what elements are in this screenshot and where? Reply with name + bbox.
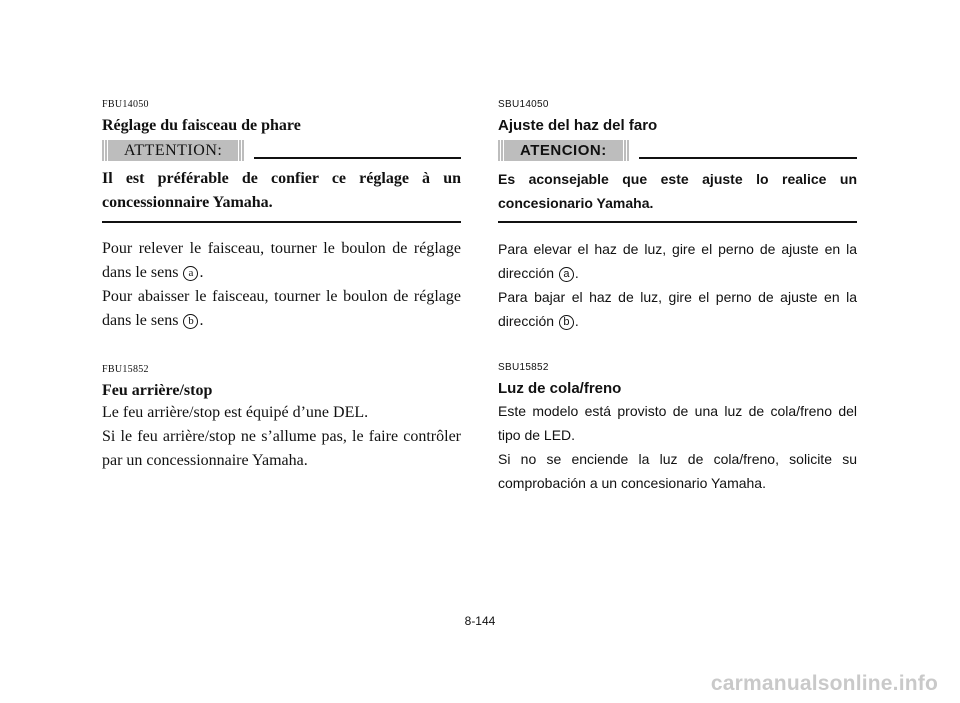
paragraph: Le feu arrière/stop est équipé d’une DEL. [102, 404, 369, 421]
circled-marker: b [559, 315, 574, 330]
paragraph: Este modelo está provisto de una luz de cola/freno del tipo de LED. [498, 403, 857, 443]
attention-badge: ATENCION: [506, 140, 621, 161]
section-code: SBU15852 [498, 362, 549, 373]
page-number: 8-144 [464, 614, 496, 628]
attention-row [498, 139, 857, 161]
paragraph-text: Para bajar el haz de luz, gire el perno de ajuste en la dirección [498, 289, 857, 329]
circled-marker: a [559, 267, 574, 282]
section-tail-light [498, 361, 857, 495]
circled-marker: b [183, 314, 198, 329]
paragraph-text: Pour abaisser le faisceau, tourner le boulon de réglage dans le sens [102, 288, 461, 329]
section-code: SBU14050 [498, 99, 549, 110]
section-heading: Réglage du faisceau de phare [102, 117, 301, 134]
attention-badge: ATTENTION: [110, 140, 236, 161]
paragraph-end: . [574, 265, 579, 281]
paragraph [102, 285, 461, 333]
paragraph-text: Pour relever le faisceau, tourner le boulon de réglage dans le sens [102, 240, 461, 281]
section-heading: Luz de cola/freno [498, 380, 622, 397]
warning-text: Il est préférable de confier ce réglage à un concessionnaire Yamaha. [102, 167, 461, 223]
divider [639, 157, 857, 159]
section-code: FBU15852 [102, 364, 149, 375]
paragraph [102, 237, 461, 285]
section-heading: Feu arrière/stop [102, 382, 213, 399]
section-tail-light [102, 363, 461, 473]
french-column [102, 98, 461, 473]
circled-marker: a [183, 266, 198, 281]
paragraph: Si no se enciende la luz de cola/freno, solicite su comprobación a un concesionario Yamaha. [498, 451, 857, 491]
section-code: FBU14050 [102, 99, 149, 110]
watermark: carmanualsonline.info [710, 672, 938, 695]
section-heading: Ajuste del haz del faro [498, 117, 658, 134]
attention-row [102, 139, 461, 161]
paragraph-text: Para elevar el haz de luz, gire el perno de ajuste en la dirección [498, 241, 857, 281]
paragraph: Si le feu arrière/stop ne s’allume pas, le faire contrôler par un concessionnaire Yamaha. [102, 428, 461, 469]
spanish-column [498, 98, 857, 495]
paragraph-end: . [199, 312, 204, 329]
paragraph-end: . [199, 264, 204, 281]
warning-text: Es aconsejable que este ajuste lo realice un concesionario Yamaha. [498, 167, 857, 223]
paragraph [498, 237, 857, 285]
paragraph-end: . [574, 313, 579, 329]
divider [254, 157, 461, 159]
paragraph [498, 285, 857, 333]
